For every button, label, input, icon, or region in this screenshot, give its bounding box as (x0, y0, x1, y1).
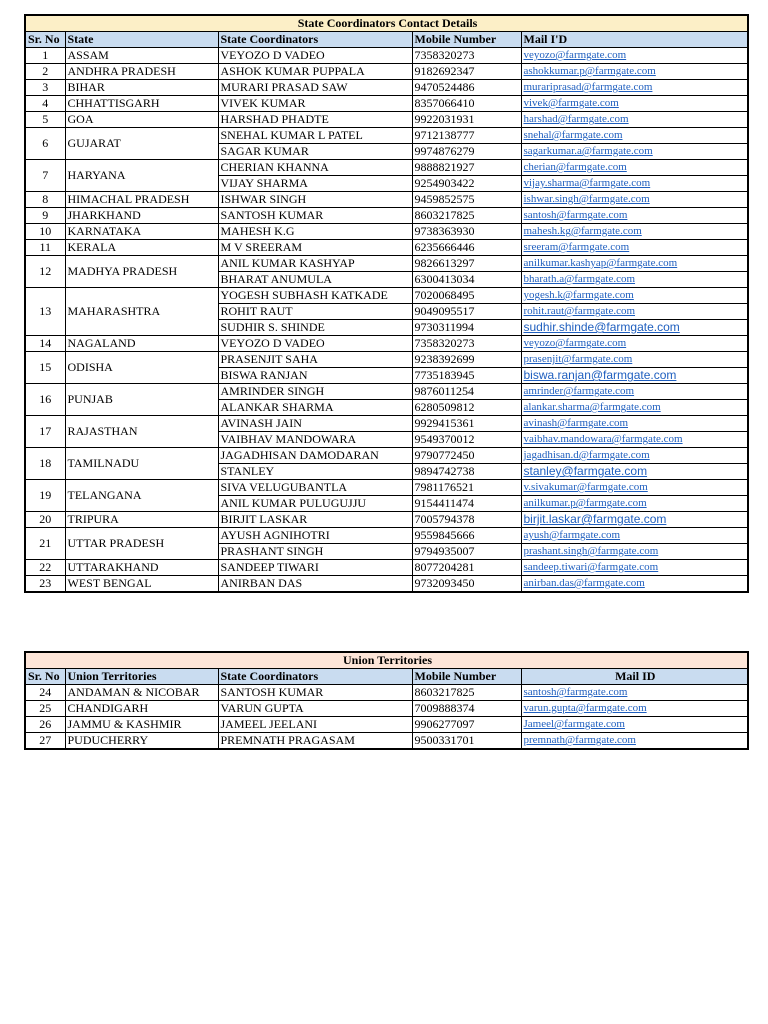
header-union-territory: Union Territories (65, 669, 218, 685)
table-row (25, 560, 748, 576)
email-link[interactable]: santosh@farmgate.com (521, 685, 748, 701)
serial-number: 18 (25, 448, 65, 480)
serial-number: 24 (25, 685, 65, 701)
email-link[interactable]: biswa.ranjan@farmgate.com (521, 368, 748, 384)
coordinator-name: AYUSH AGNIHOTRI (218, 528, 412, 544)
state-name: HARYANA (65, 160, 218, 192)
table-row (25, 208, 748, 224)
mobile-number: 9254903422 (412, 176, 521, 192)
email-link[interactable]: veyozo@farmgate.com (521, 336, 748, 352)
email-link[interactable]: sandeep.tiwari@farmgate.com (521, 560, 748, 576)
email-link[interactable]: anilkumar.kashyap@farmgate.com (521, 256, 748, 272)
email-link[interactable]: stanley@farmgate.com (521, 464, 748, 480)
state-name: MADHYA PRADESH (65, 256, 218, 288)
coordinator-name: SAGAR KUMAR (218, 144, 412, 160)
coordinator-name: SUDHIR S. SHINDE (218, 320, 412, 336)
coordinator-name: VIJAY SHARMA (218, 176, 412, 192)
state-name: ODISHA (65, 352, 218, 384)
header-mobile: Mobile Number (412, 32, 521, 48)
email-link[interactable]: ayush@farmgate.com (521, 528, 748, 544)
mobile-number: 9049095517 (412, 304, 521, 320)
mobile-number: 8603217825 (412, 685, 521, 701)
mobile-number: 7735183945 (412, 368, 521, 384)
email-link[interactable]: sreeram@farmgate.com (521, 240, 748, 256)
email-link[interactable]: jagadhisan.d@farmgate.com (521, 448, 748, 464)
serial-number: 17 (25, 416, 65, 448)
table-title: Union Territories (25, 652, 748, 669)
state-name: RAJASTHAN (65, 416, 218, 448)
header-sr-no: Sr. No (25, 32, 65, 48)
table-row (25, 64, 748, 80)
table-row (25, 448, 748, 464)
table-row (25, 160, 748, 176)
mobile-number: 9888821927 (412, 160, 521, 176)
email-link[interactable]: amrinder@farmgate.com (521, 384, 748, 400)
coordinator-name: VARUN GUPTA (218, 701, 412, 717)
email-link[interactable]: anilkumar.p@farmgate.com (521, 496, 748, 512)
table-row (25, 576, 748, 593)
mobile-number: 9826613297 (412, 256, 521, 272)
state-name: BIHAR (65, 80, 218, 96)
mobile-number: 9459852575 (412, 192, 521, 208)
table-row (25, 352, 748, 368)
mobile-number: 9730311994 (412, 320, 521, 336)
table-row (25, 685, 748, 701)
serial-number: 7 (25, 160, 65, 192)
serial-number: 15 (25, 352, 65, 384)
mobile-number: 9929415361 (412, 416, 521, 432)
mobile-number: 9974876279 (412, 144, 521, 160)
coordinator-name: VEYOZO D VADEO (218, 336, 412, 352)
coordinator-name: PREMNATH PRAGASAM (218, 733, 412, 750)
email-link[interactable]: alankar.sharma@farmgate.com (521, 400, 748, 416)
state-coordinators-table (24, 14, 749, 593)
coordinator-name: BISWA RANJAN (218, 368, 412, 384)
email-link[interactable]: avinash@farmgate.com (521, 416, 748, 432)
email-link[interactable]: sudhir.shinde@farmgate.com (521, 320, 748, 336)
coordinator-name: SIVA VELUGUBANTLA (218, 480, 412, 496)
serial-number: 3 (25, 80, 65, 96)
table-row (25, 48, 748, 64)
table-row (25, 240, 748, 256)
table-row (25, 256, 748, 272)
email-link[interactable]: anirban.das@farmgate.com (521, 576, 748, 593)
mobile-number: 7358320273 (412, 336, 521, 352)
serial-number: 12 (25, 256, 65, 288)
serial-number: 5 (25, 112, 65, 128)
state-name: HIMACHAL PRADESH (65, 192, 218, 208)
mobile-number: 9894742738 (412, 464, 521, 480)
coordinator-name: ANIL KUMAR PULUGUJJU (218, 496, 412, 512)
email-link[interactable]: premnath@farmgate.com (521, 733, 748, 750)
table-row (25, 512, 748, 528)
table-row (25, 701, 748, 717)
table-row (25, 112, 748, 128)
coordinator-name: JAMEEL JEELANI (218, 717, 412, 733)
coordinator-name: SANTOSH KUMAR (218, 208, 412, 224)
state-name: TAMILNADU (65, 448, 218, 480)
state-name: GUJARAT (65, 128, 218, 160)
mobile-number: 8077204281 (412, 560, 521, 576)
serial-number: 16 (25, 384, 65, 416)
serial-number: 26 (25, 717, 65, 733)
email-link[interactable]: varun.gupta@farmgate.com (521, 701, 748, 717)
coordinator-name: YOGESH SUBHASH KATKADE (218, 288, 412, 304)
coordinator-name: ANIRBAN DAS (218, 576, 412, 593)
coordinator-name: PRASENJIT SAHA (218, 352, 412, 368)
table-row (25, 384, 748, 400)
email-link[interactable]: Jameel@farmgate.com (521, 717, 748, 733)
table-row (25, 733, 748, 750)
mobile-number: 9922031931 (412, 112, 521, 128)
serial-number: 23 (25, 576, 65, 593)
table-row (25, 96, 748, 112)
serial-number: 1 (25, 48, 65, 64)
table-title: State Coordinators Contact Details (25, 15, 748, 32)
email-link[interactable]: vivek@farmgate.com (521, 96, 748, 112)
mobile-number: 9549370012 (412, 432, 521, 448)
coordinator-name: STANLEY (218, 464, 412, 480)
mobile-number: 9470524486 (412, 80, 521, 96)
union-territories-table (24, 651, 749, 750)
serial-number: 9 (25, 208, 65, 224)
mobile-number: 9794935007 (412, 544, 521, 560)
serial-number: 21 (25, 528, 65, 560)
serial-number: 27 (25, 733, 65, 750)
mobile-number: 9790772450 (412, 448, 521, 464)
mobile-number: 9182692347 (412, 64, 521, 80)
coordinator-name: AVINASH JAIN (218, 416, 412, 432)
state-name: ASSAM (65, 48, 218, 64)
coordinator-name: ANIL KUMAR KASHYAP (218, 256, 412, 272)
state-name: CHANDIGARH (65, 701, 218, 717)
email-link[interactable]: rohit.raut@farmgate.com (521, 304, 748, 320)
header-coordinators: State Coordinators (218, 32, 412, 48)
email-link[interactable]: v.sivakumar@farmgate.com (521, 480, 748, 496)
mobile-number: 9876011254 (412, 384, 521, 400)
serial-number: 14 (25, 336, 65, 352)
header-mail: Mail ID (521, 669, 748, 685)
email-link[interactable]: mahesh.kg@farmgate.com (521, 224, 748, 240)
mobile-number: 6280509812 (412, 400, 521, 416)
table-row (25, 717, 748, 733)
serial-number: 11 (25, 240, 65, 256)
coordinator-name: CHERIAN KHANNA (218, 160, 412, 176)
state-name: TRIPURA (65, 512, 218, 528)
table-row (25, 336, 748, 352)
state-name: TELANGANA (65, 480, 218, 512)
serial-number: 19 (25, 480, 65, 512)
state-name: MAHARASHTRA (65, 288, 218, 336)
email-link[interactable]: veyozo@farmgate.com (521, 48, 748, 64)
coordinator-name: JAGADHISAN DAMODARAN (218, 448, 412, 464)
email-link[interactable]: vijay.sharma@farmgate.com (521, 176, 748, 192)
mobile-number: 8357066410 (412, 96, 521, 112)
mobile-number: 7358320273 (412, 48, 521, 64)
serial-number: 20 (25, 512, 65, 528)
mobile-number: 9906277097 (412, 717, 521, 733)
email-link[interactable]: harshad@farmgate.com (521, 112, 748, 128)
coordinator-name: BIRJIT LASKAR (218, 512, 412, 528)
mobile-number: 9154411474 (412, 496, 521, 512)
email-link[interactable]: birjit.laskar@farmgate.com (521, 512, 748, 528)
coordinator-name: SANTOSH KUMAR (218, 685, 412, 701)
email-link[interactable]: cherian@farmgate.com (521, 160, 748, 176)
coordinator-name: SNEHAL KUMAR L PATEL (218, 128, 412, 144)
serial-number: 6 (25, 128, 65, 160)
coordinator-name: BHARAT ANUMULA (218, 272, 412, 288)
state-name: ANDAMAN & NICOBAR (65, 685, 218, 701)
state-name: WEST BENGAL (65, 576, 218, 593)
state-name: CHHATTISGARH (65, 96, 218, 112)
mobile-number: 9500331701 (412, 733, 521, 750)
coordinator-name: VIVEK KUMAR (218, 96, 412, 112)
serial-number: 10 (25, 224, 65, 240)
mobile-number: 7005794378 (412, 512, 521, 528)
coordinator-name: ROHIT RAUT (218, 304, 412, 320)
email-link[interactable]: snehal@farmgate.com (521, 128, 748, 144)
coordinator-name: M V SREERAM (218, 240, 412, 256)
table-row (25, 192, 748, 208)
header-coordinators: State Coordinators (218, 669, 412, 685)
table-row (25, 224, 748, 240)
state-name: JAMMU & KASHMIR (65, 717, 218, 733)
email-link[interactable]: santosh@farmgate.com (521, 208, 748, 224)
serial-number: 22 (25, 560, 65, 576)
mobile-number: 9559845666 (412, 528, 521, 544)
mobile-number: 9732093450 (412, 576, 521, 593)
coordinator-name: SANDEEP TIWARI (218, 560, 412, 576)
coordinator-name: VEYOZO D VADEO (218, 48, 412, 64)
coordinator-name: MAHESH K.G (218, 224, 412, 240)
serial-number: 2 (25, 64, 65, 80)
state-name: JHARKHAND (65, 208, 218, 224)
table-row (25, 80, 748, 96)
mobile-number: 7020068495 (412, 288, 521, 304)
header-state: State (65, 32, 218, 48)
mobile-number: 9738363930 (412, 224, 521, 240)
coordinator-name: ALANKAR SHARMA (218, 400, 412, 416)
coordinator-name: VAIBHAV MANDOWARA (218, 432, 412, 448)
table-row (25, 288, 748, 304)
header-sr-no: Sr. No (25, 669, 65, 685)
table-row (25, 416, 748, 432)
coordinator-name: HARSHAD PHADTE (218, 112, 412, 128)
mobile-number: 9712138777 (412, 128, 521, 144)
coordinator-name: ASHOK KUMAR PUPPALA (218, 64, 412, 80)
mobile-number: 6235666446 (412, 240, 521, 256)
email-link[interactable]: murariprasad@farmgate.com (521, 80, 748, 96)
header-mail: Mail I'D (521, 32, 748, 48)
coordinator-name: AMRINDER SINGH (218, 384, 412, 400)
table-row (25, 528, 748, 544)
serial-number: 25 (25, 701, 65, 717)
mobile-number: 9238392699 (412, 352, 521, 368)
email-link[interactable]: vaibhav.mandowara@farmgate.com (521, 432, 748, 448)
mobile-number: 7009888374 (412, 701, 521, 717)
coordinator-name: MURARI PRASAD SAW (218, 80, 412, 96)
state-name: PUDUCHERRY (65, 733, 218, 750)
email-link[interactable]: bharath.a@farmgate.com (521, 272, 748, 288)
state-name: NAGALAND (65, 336, 218, 352)
state-name: GOA (65, 112, 218, 128)
mobile-number: 7981176521 (412, 480, 521, 496)
table-row (25, 480, 748, 496)
state-name: ANDHRA PRADESH (65, 64, 218, 80)
serial-number: 4 (25, 96, 65, 112)
state-name: KERALA (65, 240, 218, 256)
email-link[interactable]: prashant.singh@farmgate.com (521, 544, 748, 560)
email-link[interactable]: prasenjit@farmgate.com (521, 352, 748, 368)
serial-number: 8 (25, 192, 65, 208)
state-name: KARNATAKA (65, 224, 218, 240)
email-link[interactable]: ishwar.singh@farmgate.com (521, 192, 748, 208)
header-mobile: Mobile Number (412, 669, 521, 685)
serial-number: 13 (25, 288, 65, 336)
state-name: PUNJAB (65, 384, 218, 416)
coordinator-name: ISHWAR SINGH (218, 192, 412, 208)
mobile-number: 8603217825 (412, 208, 521, 224)
email-link[interactable]: ashokkumar.p@farmgate.com (521, 64, 748, 80)
mobile-number: 6300413034 (412, 272, 521, 288)
state-name: UTTARAKHAND (65, 560, 218, 576)
email-link[interactable]: yogesh.k@farmgate.com (521, 288, 748, 304)
table-row (25, 128, 748, 144)
email-link[interactable]: sagarkumar.a@farmgate.com (521, 144, 748, 160)
state-name: UTTAR PRADESH (65, 528, 218, 560)
coordinator-name: PRASHANT SINGH (218, 544, 412, 560)
